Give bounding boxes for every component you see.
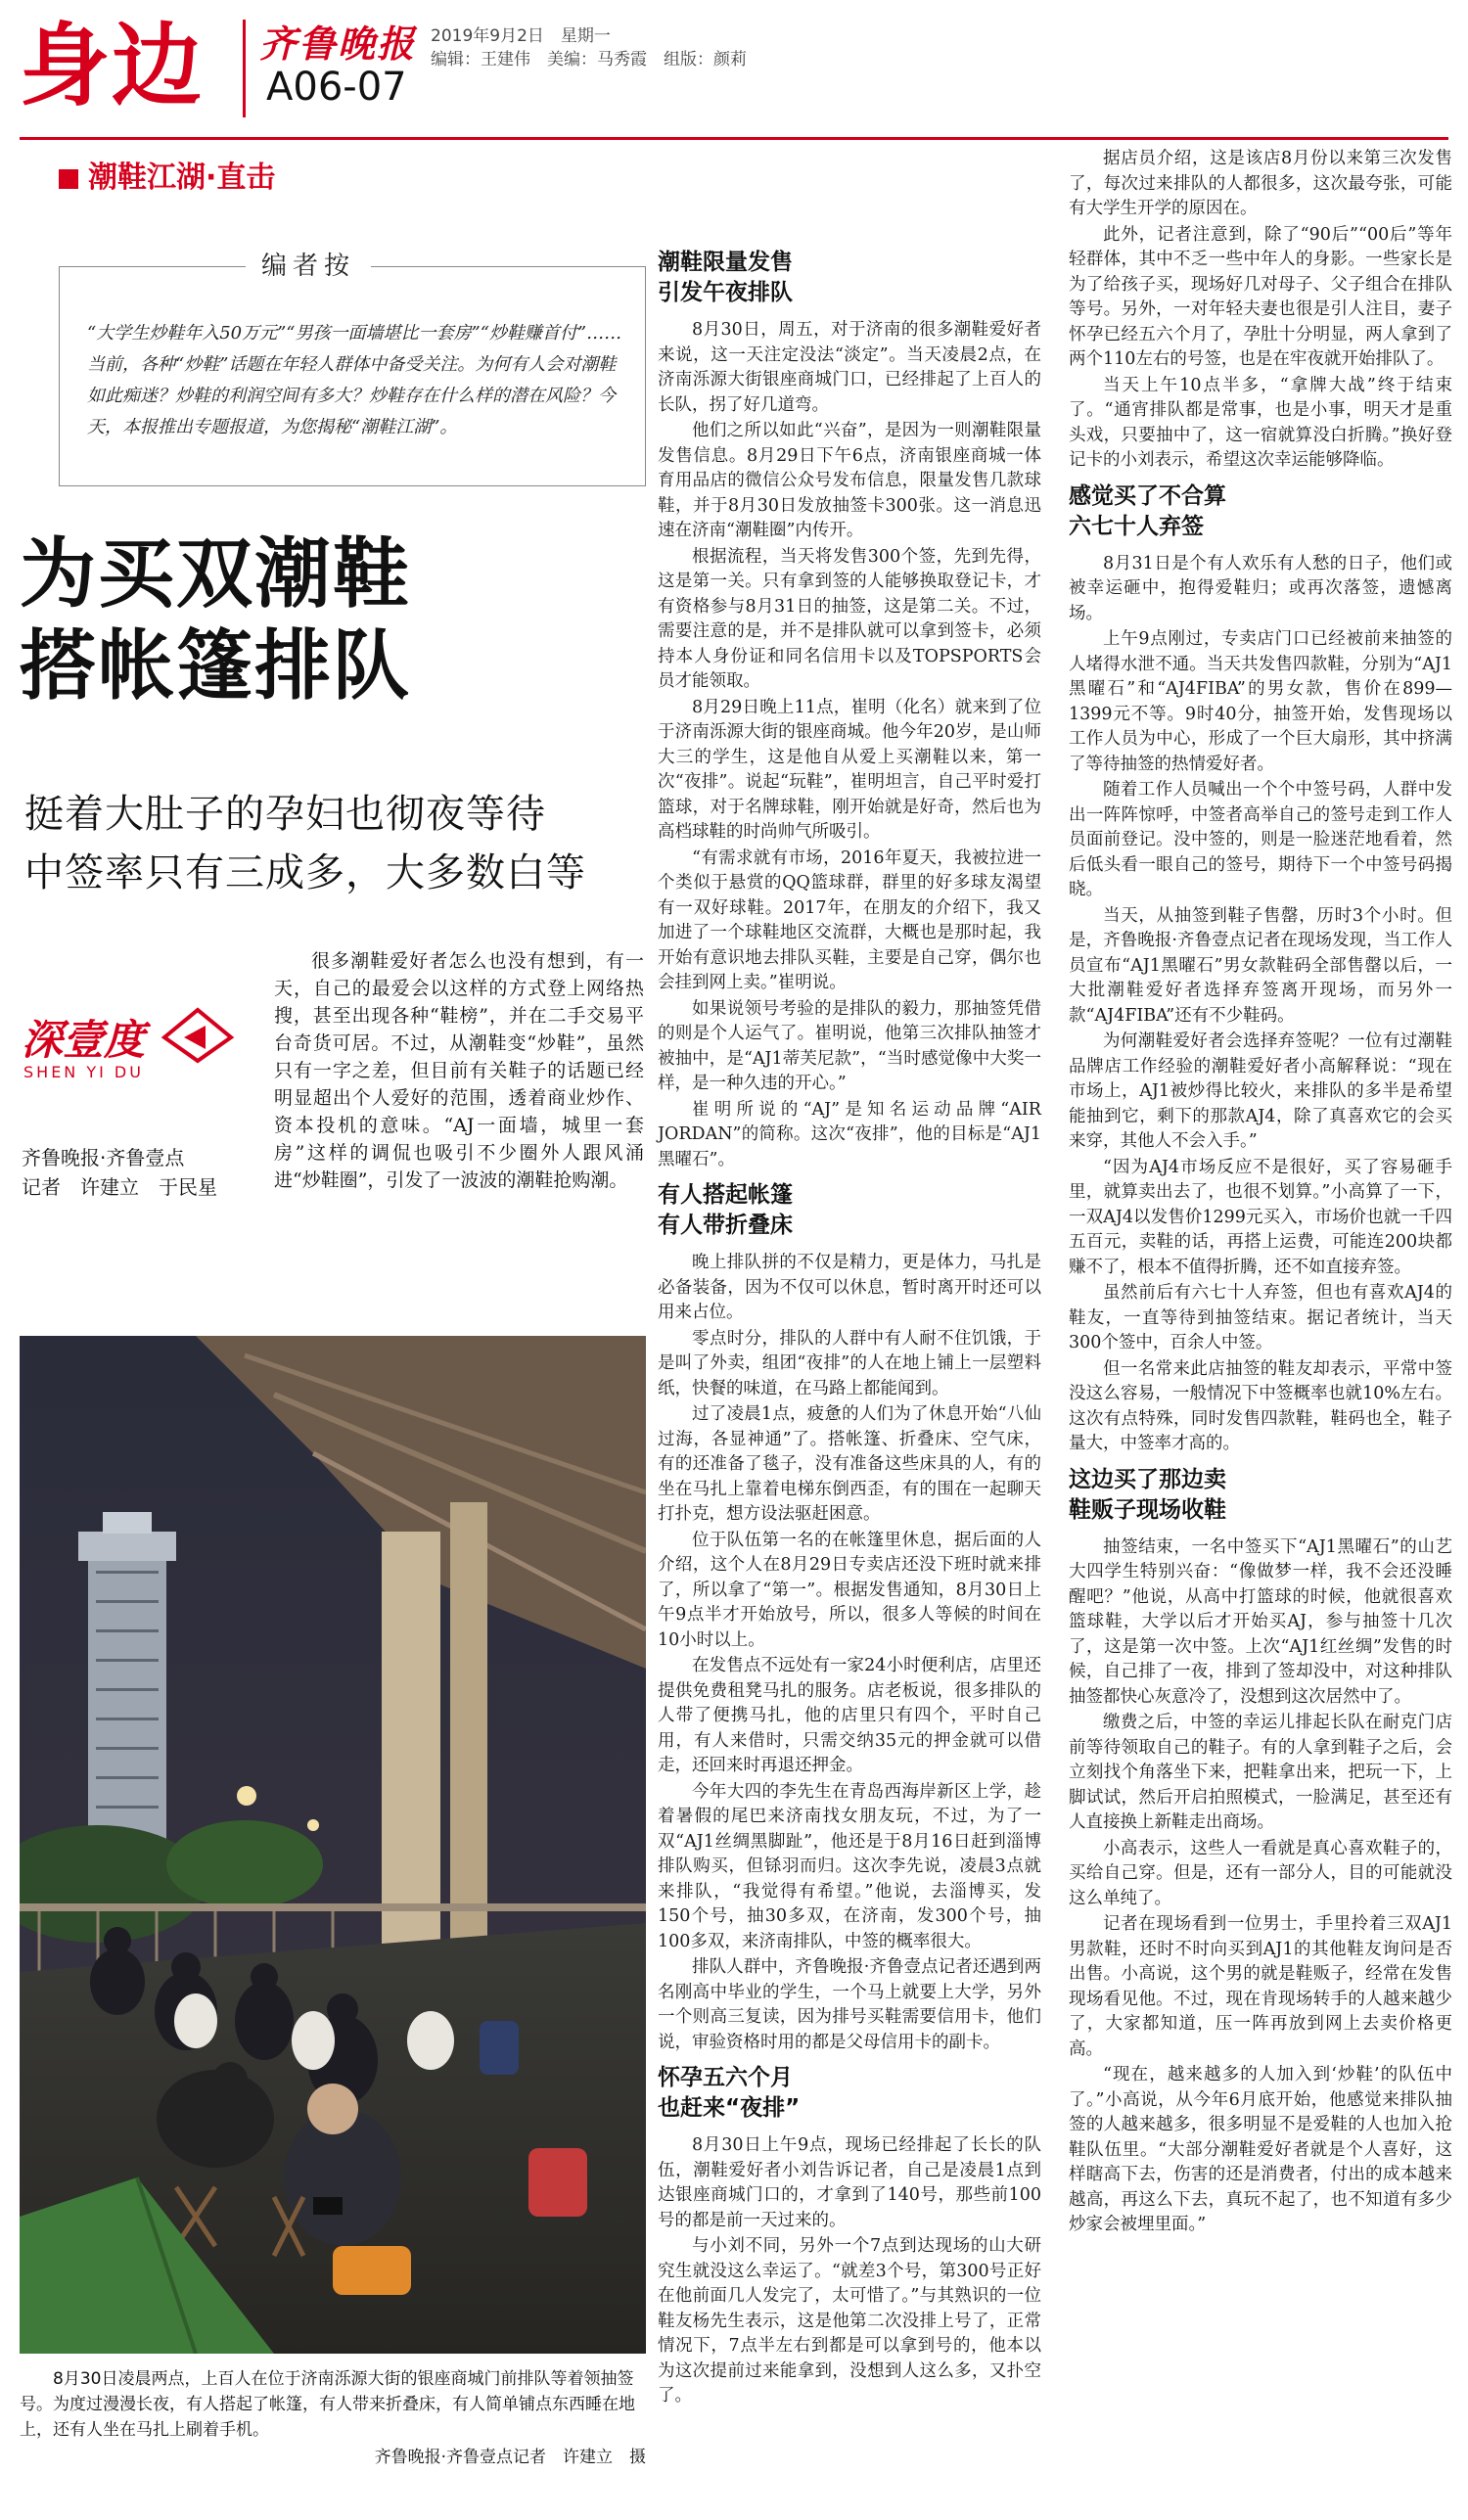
paragraph: 今年大四的李先生在青岛西海岸新区上学，趁着暑假的尾巴来济南找女朋友玩，不过，为了一双“AJ1丝绸黑脚趾”，他还是于8月16日赶到淄博排队购买，但铩羽而归。这次李先说，凌晨3点就来排队，“我觉得有希望。”他说，去淄博买，发150个号，抽30多双，在济南，发300个号，抽100多双，来济南排队，中签的概率很大。: [658, 1781, 1041, 1951]
paragraph: 排队人群中，齐鲁晚报·齐鲁壹点记者还遇到两名刚高中毕业的学生，一个马上就要上大学，另外一个则高三复读，因为排号买鞋需要信用卡，他们说，审验资格时用的都是父母信用卡的副卡。: [658, 1957, 1041, 2052]
masthead: [20, 8, 1448, 125]
paragraph: 8月30日，周五，对于济南的很多潮鞋爱好者来说，这一天注定没法“淡定”。当天凌晨2点，在济南泺源大街银座商城门口，已经排起了上百人的长队，拐了好几道弯。: [658, 320, 1041, 415]
subhead-midnight-queue: 潮鞋限量发售 引发午夜排队: [658, 250, 793, 305]
byline: [22, 1143, 247, 1202]
paragraph: 上午9点刚过，专卖店门口已经被前来抽签的人堵得水泄不通。当天共发售四款鞋，分别为“AJ1黑曜石”和“AJ4FIBA”的男女款，售价在899—1399元不等。9时40分，抽签开始，发售现场以工作人员为中心，形成了一个巨大扇形，其中挤满了等待抽签的热情爱好者。: [1069, 629, 1452, 774]
editor-note-title: 编者按: [246, 246, 371, 282]
paragraph: 8月31日是个有人欢乐有人愁的日子，他们或被幸运砸中，抱得爱鞋归；或再次落签，遗憾离场。: [1069, 553, 1452, 623]
news-photo: [20, 1336, 646, 2354]
staff-credits: 编辑：王建伟 美编：马秀霞 组版：颜莉: [431, 50, 747, 69]
photo-credit: 齐鲁晚报·齐鲁壹点记者 许建立 摄: [374, 2448, 646, 2467]
paragraph: 崔明所说的“AJ”是知名运动品牌“AIR JORDAN”的简称。这次“夜排”，他的目标是“AJ1黑曜石”。: [658, 1099, 1041, 1169]
subhead-tents: 有人搭起帐篷 有人带折叠床: [658, 1182, 793, 1238]
paragraph: 8月30日上午9点，现场已经排起了长长的队伍，潮鞋爱好者小刘告诉记者，自己是凌晨1点到达银座商城门口的，才拿到了140号，那些前100号的都是前一天过来的。: [658, 2135, 1041, 2230]
paragraph: “现在，越来越多的人加入到‘炒鞋’的队伍中了。”小高说，从今年6月底开始，他感觉来排队抽签的人越来越多，很多明显不是爱鞋的人也加入抢鞋队伍里。“大部分潮鞋爱好者就是个人喜好，这样瞎高下去，伤害的还是消费者，付出的成本越来越高，再这么下去，真玩不起了，也不知道有多少炒家会被埋里面。”: [1069, 2065, 1452, 2234]
masthead-rule: [20, 137, 1448, 140]
article-column-middle: [658, 240, 1041, 2410]
paragraph: 位于队伍第一名的在帐篷里休息，据后面的人介绍，这个人在8月29日专卖店还没下班时就来排了，所以拿了“第一”。根据发售通知，8月30日上午9点半才开始放号，所以，很多人等候的时间在10小时以上。: [658, 1530, 1041, 1650]
paragraph: 他们之所以如此“兴奋”，是因为一则潮鞋限量发售信息。8月29日下午6点，济南银座商城一体育用品店的微信公众号发布信息，限量发售几款球鞋，并于8月30日发放抽签卡300张。这一消息迅速在济南“潮鞋圈”内传开。: [658, 421, 1041, 540]
paragraph: 根据流程，当天将发售300个签，先到先得，这是第一关。只有拿到签的人能够换取登记卡，才有资格参与8月31日的抽签，这是第二关。不过，需要注意的是，并不是排队就可以拿到签卡，必须持本人身份证和同名信用卡以及TOPSPORTS会员才能领取。: [658, 546, 1041, 691]
paragraph: 抽签结束，一名中签买下“AJ1黑曜石”的山艺大四学生特别兴奋：“像做梦一样，我不会还没睡醒吧？”他说，从高中打篮球的时候，他就很喜欢篮球鞋，大学以后才开始买AJ，参与抽签十几次了，这是第一次中签。上次“AJ1红丝绸”发售的时候，自己排了一夜，排到了签却没中，对这种排队抽签都快心灰意冷了，没想到这次居然中了。: [1069, 1536, 1452, 1707]
paragraph: 缴费之后，中签的幸运儿排起长队在耐克门店前等待领取自己的鞋子。有的人拿到鞋子之后，会立刻找个角落坐下来，把鞋拿出来，把玩一下，上脚试试，然后开启拍照模式，一脸满足，甚至还有人直接换上新鞋走出商场。: [1069, 1713, 1452, 1832]
photo-caption-text: 8月30日凌晨两点，上百人在位于济南泺源大街的银座商城门前排队等着领抽签号。为度过漫漫长夜，有人搭起了帐篷，有人带来折叠床，有人简单铺点东西睡在地上，还有人坐在马扎上刷着手机。: [20, 2369, 635, 2440]
queue-night-scene-image: [20, 1336, 646, 2354]
editor-note-text: “大学生炒鞋年入50万元”“男孩一面墙堪比一套房”“炒鞋赚首付”……当前，各种“炒鞋”话题在年轻人群体中备受关注。为何有人会对潮鞋如此痴迷？炒鞋的利润空间有多大？炒鞋存在什么样的潜在风险？今天，本报推出专题报道，为您揭秘“潮鞋江湖”。: [87, 323, 622, 437]
paragraph: 虽然前后有六七十人弃签，但也有喜欢AJ4的鞋友，一直等待到抽签结束。据记者统计，当天300个签中，百余人中签。: [1069, 1283, 1452, 1352]
masthead-divider: [243, 20, 246, 117]
paragraph: 但一名常来此店抽签的鞋友却表示，平常中签没这么容易，一般情况下中签概率也就10%左右。这次有点特殊，同时发售四款鞋，鞋码也全，鞋子量大，中签率才高的。: [1069, 1358, 1452, 1453]
column-tag: [59, 153, 275, 196]
paragraph: 当天上午10点半多，“拿牌大战”终于结束了。“通宵排队都是常事，也是小事，明天才是重头戏，只要抽中了，这一宿就算没白折腾。”换好登记卡的小刘表示，希望这次幸运能够降临。: [1069, 375, 1452, 470]
paragraph: 记者在现场看到一位男士，手里拎着三双AJ1男款鞋，还时不时向买到AJ1的其他鞋友询问是否出售。小高说，这个男的就是鞋贩子，经常在发售现场看见他。不过，现在肯现场转手的人越来越少了，大家都知道，压一阵再放到网上去卖价格更高。: [1069, 1914, 1452, 2059]
subhead-pregnant: 怀孕五六个月 也赶来“夜排”: [658, 2065, 801, 2121]
section-title: 身边: [20, 14, 205, 118]
paragraph: 小高表示，这些人一看就是真心喜欢鞋子的，买给自己穿。但是，还有一部分人，目的可能就没这么单纯了。: [1069, 1838, 1452, 1908]
paragraph: “因为AJ4市场反应不是很好，买了容易砸手里，就算卖出去了，也很不划算。”小高算了一下，一双AJ4以发售价1299元买入，市场价也就一千四五百元，卖鞋的话，再搭上运费，可能连200块都赚不了，根本不值得折腾，还不如直接弃签。: [1069, 1157, 1452, 1277]
editor-note: [59, 252, 646, 486]
paragraph: 为何潮鞋爱好者会选择弃签呢？一位有过潮鞋品牌店工作经验的潮鞋爱好者小高解释说：“现在市场上，AJ1被炒得比较火，来排队的多半是希望能抽到它，剩下的那款AJ4，除了真喜欢它的会买来穿，其他人不会入手。”: [1069, 1031, 1452, 1151]
paragraph: 零点时分，排队的人群中有人耐不住饥饿，于是叫了外卖，组团“夜排”的人在地上铺上一层塑料纸，快餐的味道，在马路上都能闻到。: [658, 1328, 1041, 1398]
headline-line-1: 为买双潮鞋: [20, 530, 412, 619]
headline: [20, 528, 646, 712]
headline-line-2: 搭帐篷排队: [20, 622, 412, 710]
photo-caption: [20, 2366, 646, 2470]
paragraph: 据店员介绍，这是该店8月份以来第三次发售了，每次过来排队的人都很多，这次最夸张，可能有大学生开学的原因在。: [1069, 149, 1452, 218]
paragraph: “有需求就有市场，2016年夏天，我被拉进一个类似于悬赏的QQ篮球群，群里的好多球友渴望有一双好球鞋。2017年，在朋友的介绍下，我又加进了一个球鞋地区交流群，大概也是那时起，我开始有意识地去排队买鞋，主要是自己穿，偶尔也会挂到网上卖。”崔明说。: [658, 848, 1041, 992]
subheadline-2: 中签率只有三成多，大多数白等: [24, 850, 586, 895]
paragraph: 8月29日晚上11点，崔明（化名）就来到了位于济南泺源大街的银座商城。他今年20岁，是山师大三的学生，这是他自从爱上买潮鞋以来，第一次“夜排”。说起“玩鞋”，崔明坦言，自己平时爱打篮球，对于名牌球鞋，刚开始就是好奇，然后也为高档球鞋的时尚帅气所吸引。: [658, 697, 1041, 842]
square-bullet-icon: [59, 169, 78, 189]
shenyidu-logo: [22, 1008, 237, 1086]
issue-date: 2019年9月2日 星期一: [431, 26, 611, 46]
subhead-abandon-lottery: 感觉买了不合算 六七十人弃签: [1069, 482, 1226, 539]
paragraph: 此外，记者注意到，除了“90后”“00后”等年轻群体，其中不乏一些中年人的身影。一些家长是为了给孩子买，现场好几对母子、父子组合在排队等号。另外，一对年轻夫妻也很是引人注目，妻子怀孕已经五六个月了，孕肚十分明显，两人拿到了两个110左右的号签，也是在牢夜就开始排队了。: [1069, 224, 1452, 369]
byline-outlet: 齐鲁晚报·齐鲁壹点: [22, 1146, 185, 1169]
logo-text: 深壹度: [22, 1016, 146, 1064]
paragraph: 如果说领号考验的是排队的毅力，那抽签凭借的则是个人运气了。崔明说，他第三次排队抽签才被抽中，是“AJ1蒂芙尼款”，“当时感觉像中大奖一样，是一种久违的开心。”: [658, 998, 1041, 1093]
paper-logo: 齐鲁晚报: [259, 22, 417, 66]
paragraph: 过了凌晨1点，疲惫的人们为了休息开始“八仙过海，各显神通”了。搭帐篷、折叠床、空气床，有的还准备了毯子，没有准备这些床具的人，有的坐在马扎上靠着电梯东倒西歪，有的围在一起聊天打扑克，想方设法驱赶困意。: [658, 1404, 1041, 1524]
subheadline-1: 挺着大肚子的孕妇也彻夜等待: [24, 792, 546, 837]
paragraph: 晚上排队拼的不仅是精力，更是体力，马扎是必备装备，因为不仅可以休息，暂时离开时还可以用来占位。: [658, 1253, 1041, 1322]
article-column-right: [1069, 147, 1452, 2239]
logo-pinyin: SHEN YI DU: [23, 1063, 144, 1081]
byline-reporters: 记者 许建立 于民星: [22, 1175, 217, 1199]
column-tag-label: 潮鞋江湖·直击: [88, 160, 276, 195]
paragraph: 在发售点不远处有一家24小时便利店，店里还提供免费租凳马扎的服务。店老板说，很多排队的人带了便携马扎，他的店里只有四个，平时自己用，有人来借时，只需交纳35元的押金就可以借走，还回来时再退还押金。: [658, 1656, 1041, 1775]
page-number: A06-07: [266, 65, 407, 110]
logo-swoosh-icon: [159, 1004, 237, 1067]
subhead-resellers: 这边买了那边卖 鞋贩子现场收鞋: [1069, 1466, 1226, 1523]
lead-paragraph: 很多潮鞋爱好者怎么也没有想到，有一天，自己的最爱会以这样的方式登上网络热搜，甚至出现各种“鞋榜”，并在二手交易平台奇货可居。不过，从潮鞋变“炒鞋”，虽然只有一字之差，但目前有关鞋子的话题已经明显超出个人爱好的范围，透着商业炒作、资本投机的意味。“AJ一面墙，城里一套房”这样的调侃也吸引不少圈外人跟风涌进“炒鞋圈”，引发了一波波的潮鞋抢购潮。: [274, 950, 644, 1191]
paragraph: 随着工作人员喊出一个个中签号码，人群中发出一阵阵惊呼，中签者高举自己的签号走到工作人员面前登记。没中签的，则是一脸迷茫地看着，然后低头看一眼自己的签号，期待下一个中签号码揭晓。: [1069, 780, 1452, 899]
paragraph: 当天，从抽签到鞋子售罄，历时3个小时。但是，齐鲁晚报·齐鲁壹点记者在现场发现，当工作人员宣布“AJ1黑曜石”男女款鞋码全部售罄以后，一大批潮鞋爱好者选择弃签离开现场，而另外一款“AJ4FIBA”还有不少鞋码。: [1069, 905, 1452, 1026]
paragraph: 与小刘不同，另外一个7点到达现场的山大研究生就没这么幸运了。“就差3个号，第300号正好在他前面几人发完了，太可惜了。”与其熟识的一位鞋友杨先生表示，这是他第二次没排上号了，正常情况下，7点半左右到都是可以拿到号的，他本以为这次提前过来能拿到，没想到人这么多，又扑空了。: [658, 2236, 1041, 2405]
